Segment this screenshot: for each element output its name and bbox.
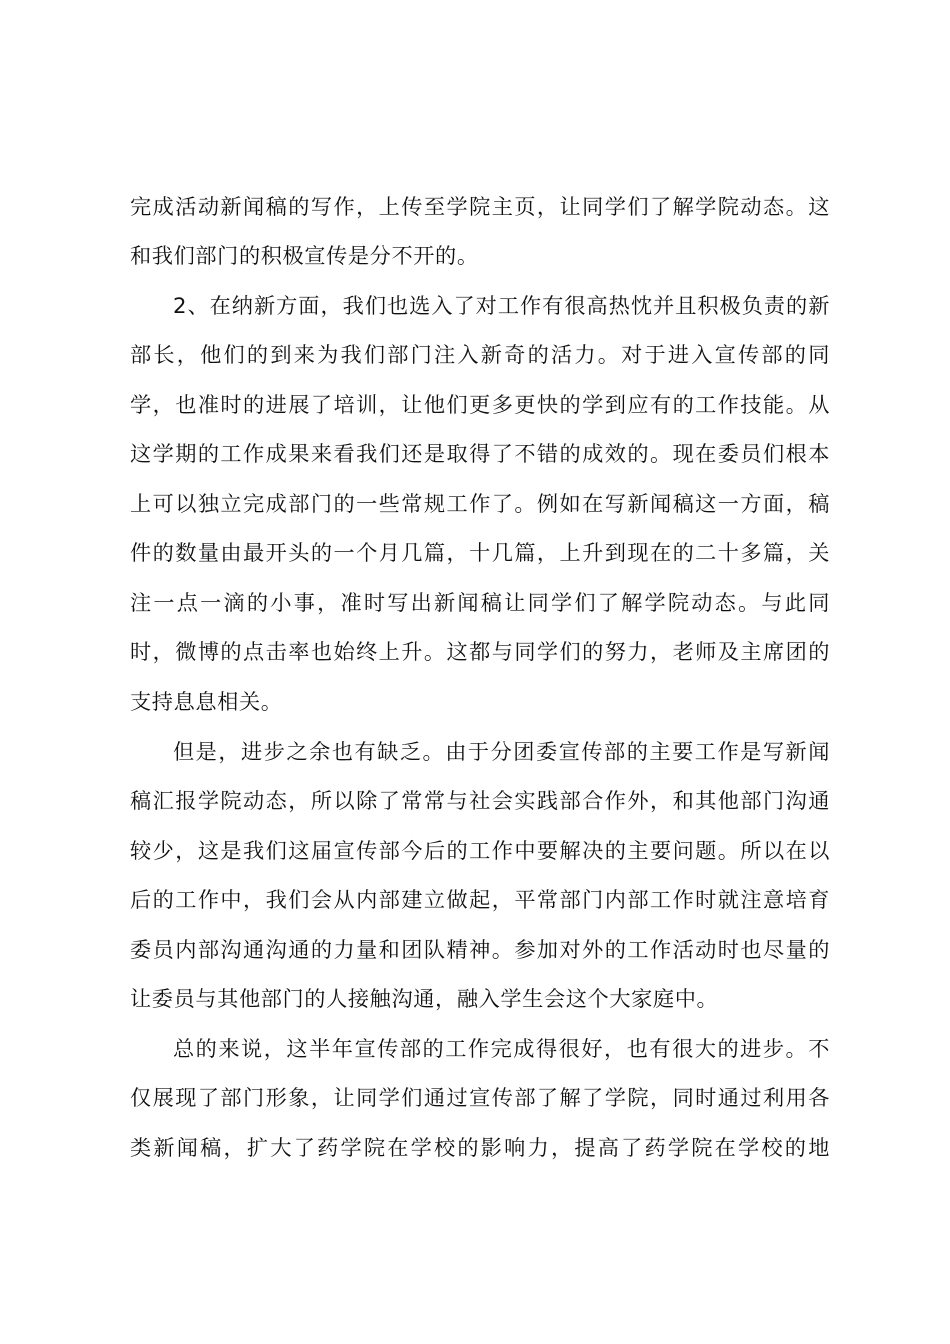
text-line: 委员内部沟通沟通的力量和团队精神。参加对外的工作活动时也尽量的 bbox=[130, 937, 830, 962]
text-line: 这学期的工作成果来看我们还是取得了不错的成效的。现在委员们根本 bbox=[130, 441, 830, 466]
text-line: 学，也准时的进展了培训，让他们更多更快的学到应有的工作技能。从 bbox=[130, 392, 830, 417]
paragraph-first-line: 2、在纳新方面，我们也选入了对工作有很高热忱并且积极负责的新 bbox=[173, 293, 830, 318]
text-line: 后的工作中，我们会从内部建立做起，平常部门内部工作时就注意培育 bbox=[130, 887, 830, 912]
text-line: 上可以独立完成部门的一些常规工作了。例如在写新闻稿这一方面，稿 bbox=[130, 491, 830, 516]
text-line: 部长，他们的到来为我们部门注入新奇的活力。对于进入宣传部的同 bbox=[130, 342, 830, 367]
text-line: 件的数量由最开头的一个月几篇，十几篇，上升到现在的二十多篇，关 bbox=[130, 540, 830, 565]
paragraph-first-line: 总的来说，这半年宣传部的工作完成得很好，也有很大的进步。不 bbox=[173, 1036, 830, 1061]
text-line: 注一点一滴的小事，准时写出新闻稿让同学们了解学院动态。与此同 bbox=[130, 590, 830, 615]
text-line: 完成活动新闻稿的写作，上传至学院主页，让同学们了解学院动态。这 bbox=[130, 194, 830, 219]
text-line: 让委员与其他部门的人接触沟通，融入学生会这个大家庭中。 bbox=[130, 986, 719, 1011]
paragraph-first-line: 但是，进步之余也有缺乏。由于分团委宣传部的主要工作是写新闻 bbox=[173, 739, 830, 764]
text-line: 时，微博的点击率也始终上升。这都与同学们的努力，老师及主席团的 bbox=[130, 639, 830, 664]
text-line: 和我们部门的积极宣传是分不开的。 bbox=[130, 243, 479, 268]
text-line: 仅展现了部门形象，让同学们通过宣传部了解了学院，同时通过利用各 bbox=[130, 1085, 830, 1110]
text-line: 稿汇报学院动态，所以除了常常与社会实践部合作外，和其他部门沟通 bbox=[130, 788, 830, 813]
text-line: 支持息息相关。 bbox=[130, 689, 283, 714]
text-line: 较少，这是我们这届宣传部今后的工作中要解决的主要问题。所以在以 bbox=[130, 838, 830, 863]
text-line: 类新闻稿，扩大了药学院在学校的影响力，提高了药学院在学校的地 bbox=[130, 1135, 830, 1160]
